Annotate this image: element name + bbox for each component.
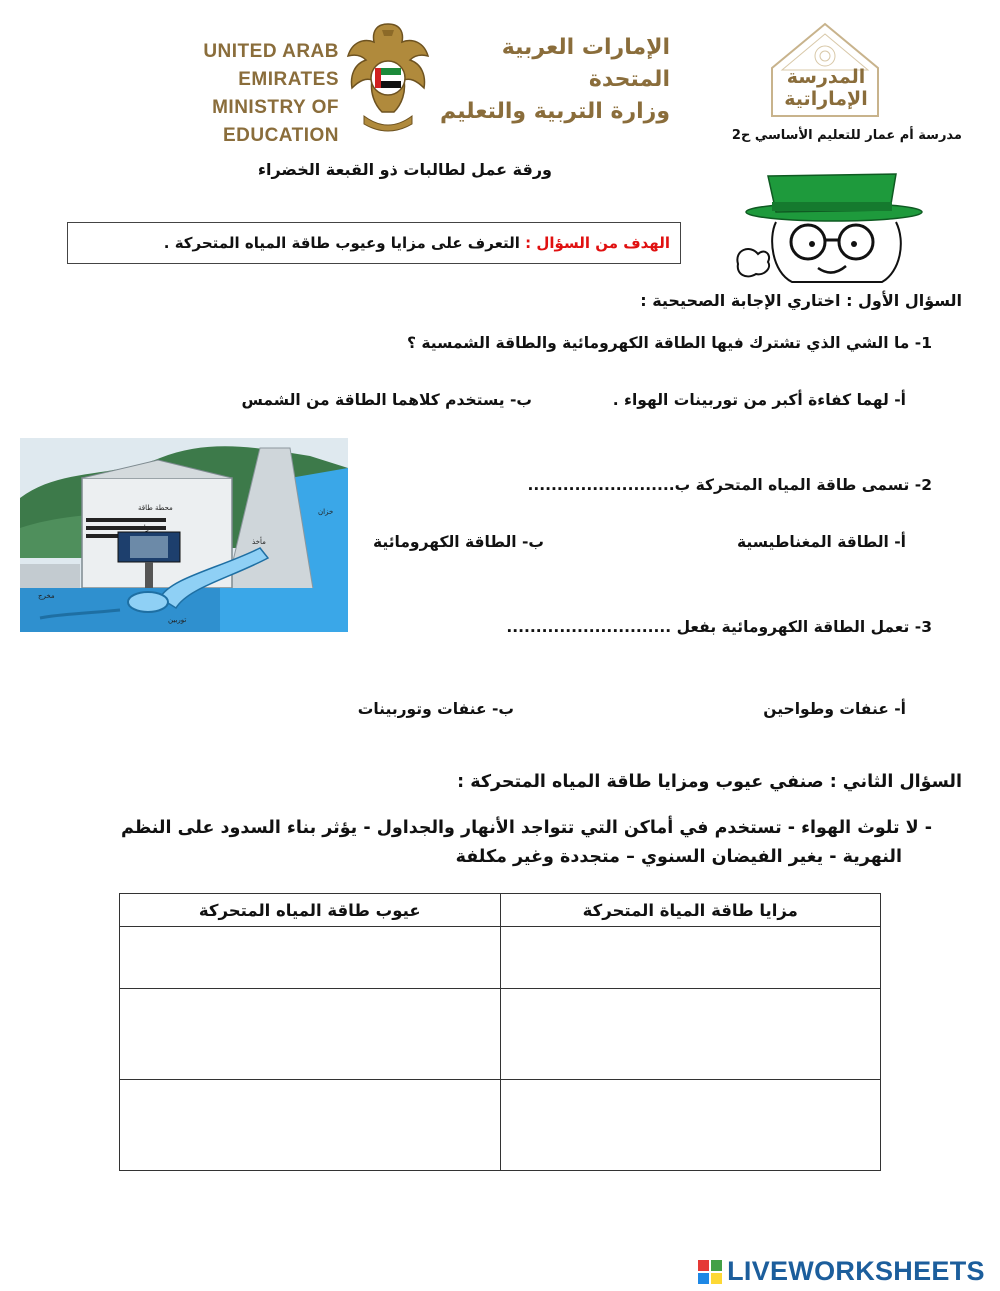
- q1-item1-option-b[interactable]: ب- يستخدم كلاهما الطاقة من الشمس: [241, 391, 532, 409]
- q1-item3-option-b[interactable]: ب- عنفات وتوربينات: [357, 700, 514, 718]
- hydro-dam-diagram: [20, 438, 348, 632]
- q1-item2-option-a[interactable]: أ- الطاقة المغناطيسية: [737, 533, 906, 551]
- arabic-header: [440, 32, 670, 128]
- disadvantage-drop-cell[interactable]: [120, 989, 501, 1080]
- diagram-label-station: محطة طاقة: [138, 504, 173, 512]
- arabic-line-1: الإمارات العربية المتحدة: [501, 35, 670, 92]
- classification-table: [119, 893, 881, 1171]
- school-logo-text: المدرسة الإماراتية: [784, 66, 868, 110]
- q1-item2-text: 2- تسمى طاقة المياه المتحركة ب.........................: [527, 476, 932, 494]
- goal-text: التعرف على مزايا وعيوب طاقة المياه المتحركة .: [163, 234, 520, 252]
- arabic-line-2: وزارة التربية والتعليم: [440, 99, 670, 124]
- diagram-label-turbine: توربين: [168, 616, 187, 624]
- liveworksheets-brand-text: LIVEWORKSHEETS: [727, 1256, 985, 1286]
- uae-emblem-icon: [346, 16, 430, 134]
- diagram-label-reservoir: خزان: [318, 508, 334, 516]
- table-row: [120, 927, 881, 989]
- question1-heading: السؤال الأول : اختاري الإجابة الصحيحية :: [640, 291, 962, 310]
- school-logo: [762, 22, 888, 118]
- table-header-disadvantages: عيوب طاقة المياه المتحركة: [120, 894, 501, 927]
- green-hat-character: [732, 168, 930, 286]
- english-header: [114, 38, 339, 150]
- diagram-label-generator: مولد: [140, 524, 154, 532]
- table-row: [120, 989, 881, 1080]
- goal-box: [67, 222, 681, 264]
- english-line-2: MINISTRY OF EDUCATION: [212, 97, 339, 146]
- worksheet-title: ورقة عمل لطالبات ذو القبعة الخضراء: [257, 160, 552, 179]
- table-header-row: [120, 894, 881, 927]
- diagram-label-outflow: مخرج: [38, 592, 55, 600]
- q1-item3-text: 3- تعمل الطاقة الكهرومائية بفعل ............................: [506, 618, 932, 636]
- q1-item3-option-a[interactable]: أ- عنفات وطواحين: [763, 700, 906, 718]
- liveworksheets-logo[interactable]: [698, 1256, 998, 1286]
- question2-bullet-line2: النهرية - يغير الفيضان السنوي – متجددة وغير مكلفة: [455, 847, 902, 867]
- advantage-drop-cell[interactable]: [500, 927, 881, 989]
- question2-bullet-line1: - لا تلوث الهواء - تستخدم في أماكن التي تتواجد الأنهار والجداول - يؤثر بناء السدود على النظم: [121, 818, 932, 838]
- diagram-label-intake: مأخذ: [252, 538, 266, 546]
- q1-item1-text: 1- ما الشي الذي تشترك فيها الطاقة الكهرومائية والطاقة الشمسية ؟: [406, 334, 932, 352]
- advantage-drop-cell[interactable]: [500, 1080, 881, 1171]
- q1-item1-option-a[interactable]: أ- لهما كفاءة أكبر من توربينات الهواء .: [612, 391, 906, 409]
- table-row: [120, 1080, 881, 1171]
- advantage-drop-cell[interactable]: [500, 989, 881, 1080]
- liveworksheets-mark-icon: [698, 1260, 722, 1284]
- disadvantage-drop-cell[interactable]: [120, 927, 501, 989]
- question2-heading: السؤال الثاني : صنفي عيوب ومزايا طاقة المياه المتحركة :: [457, 772, 962, 792]
- school-name: مدرسة أم عمار للتعليم الأساسي ح2: [731, 128, 962, 143]
- table-header-advantages: مزايا طاقة المياة المتحركة: [500, 894, 881, 927]
- english-line-1: UNITED ARAB EMIRATES: [203, 41, 339, 90]
- goal-label: الهدف من السؤال :: [525, 234, 670, 252]
- q1-item2-option-b[interactable]: ب- الطاقة الكهرومائية: [372, 533, 544, 551]
- disadvantage-drop-cell[interactable]: [120, 1080, 501, 1171]
